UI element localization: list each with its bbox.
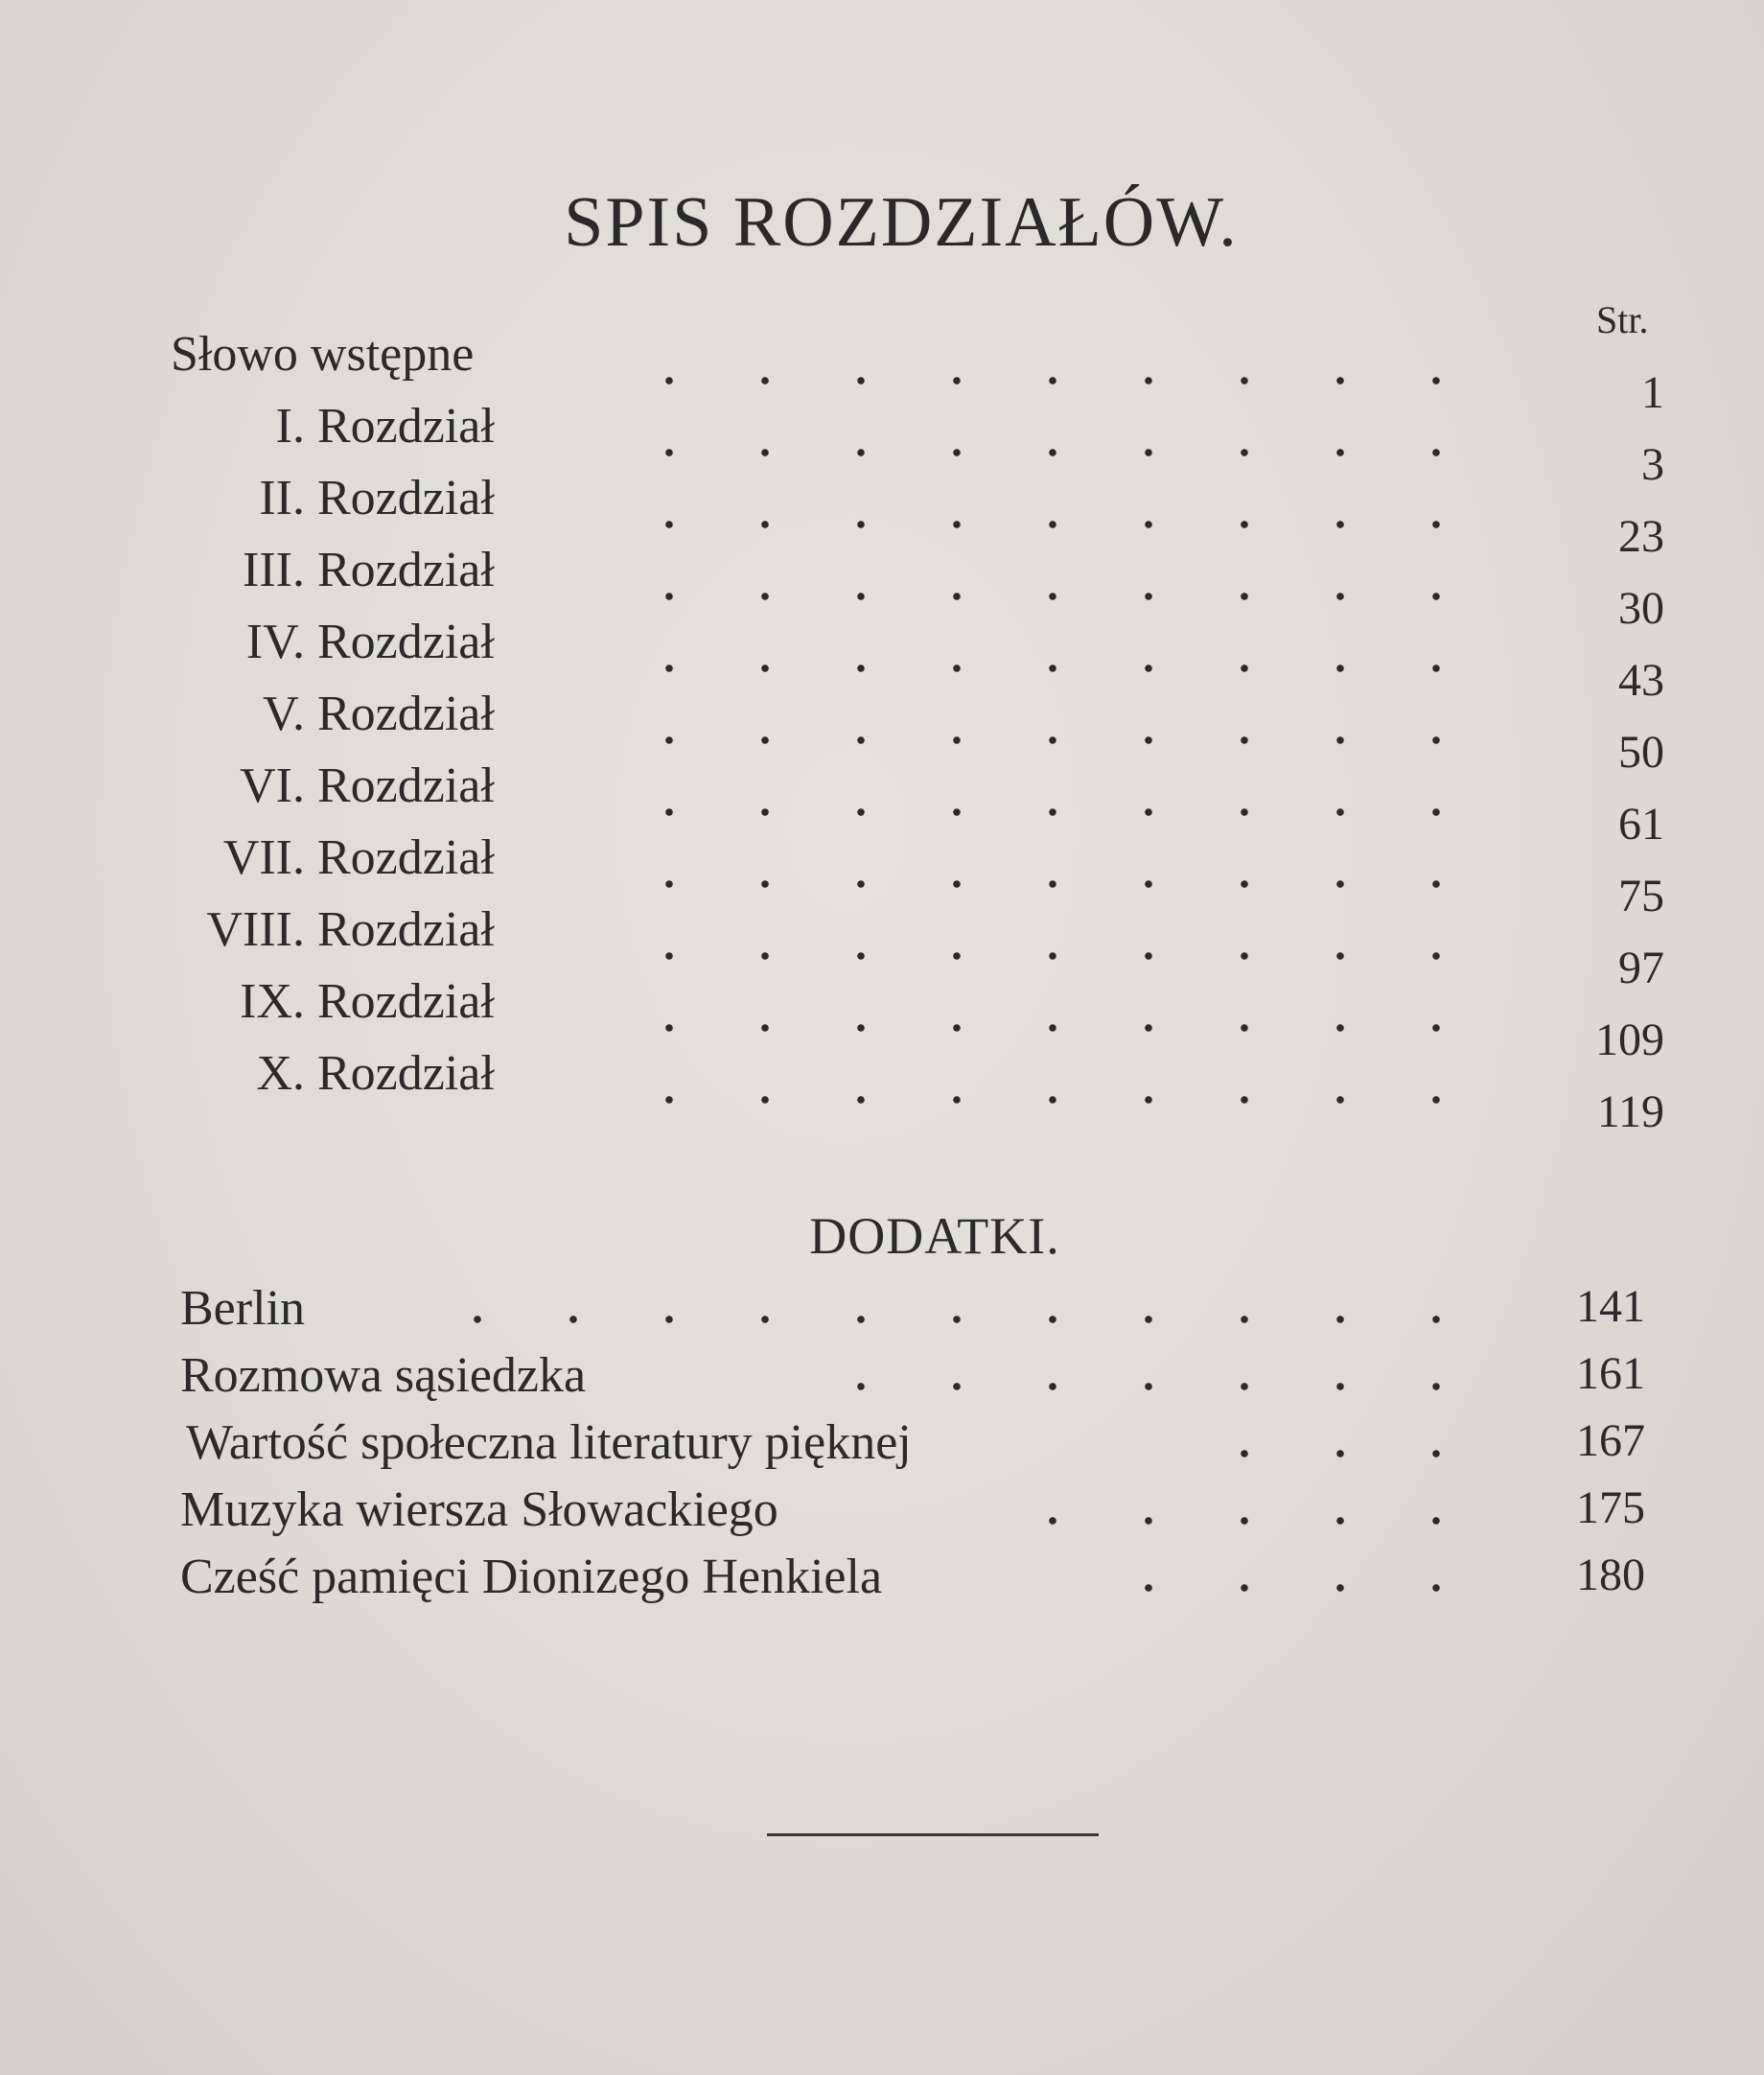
toc-page-number: 75 [1618,871,1664,921]
dot-leader [621,520,1513,529]
toc-entry-label: Wartość społeczna literatury pięknej [186,1415,912,1470]
toc-page-number: 3 [1641,439,1664,490]
toc-entry-label: Muzyka wiersza Słowackiego [180,1482,778,1537]
toc-page-number: 161 [1576,1348,1645,1399]
toc-row-appendix [0,1280,1764,1347]
dot-leader [621,1023,1513,1033]
chapter-numeral: VII. [222,830,305,885]
toc-entry-label: Rozmowa sąsiedzka [180,1348,587,1403]
chapter-label: Rozdział [317,902,495,957]
toc-page-number: 141 [1576,1281,1645,1332]
toc-page-number: 175 [1576,1482,1645,1533]
dot-leader [1101,1583,1513,1593]
chapter-numeral: II. [259,471,305,525]
toc-entry-label: Berlin [180,1281,305,1336]
toc-page-number: 1 [1641,367,1664,418]
dot-leader [621,807,1513,817]
toc-row-chapter [0,901,1764,993]
toc-page-number: 23 [1618,511,1664,562]
chapter-numeral: V. [263,687,305,741]
dot-leader [621,951,1513,961]
toc-row-appendix [0,1347,1764,1414]
chapter-numeral: IX. [240,974,305,1029]
dot-leader [813,1382,1513,1391]
page-column-label: Str. [1596,298,1649,341]
chapter-numeral: III. [243,543,305,597]
dot-leader [621,448,1513,457]
appendix-section-title: DODATKI. [809,1207,1060,1265]
chapter-label: Rozdział [317,471,495,525]
toc-entry-label: Cześć pamięci Dionizego Henkiela [180,1550,883,1604]
chapter-label: Rozdział [317,830,495,885]
dot-leader [1005,1516,1513,1526]
dot-leader [621,735,1513,745]
chapter-label: Rozdział [317,1046,495,1101]
toc-row-intro [0,326,1764,418]
toc-row-chapter [0,758,1764,850]
toc-row-chapter [0,973,1764,1065]
toc-row-chapter [0,470,1764,562]
toc-page-number: 167 [1576,1415,1645,1466]
toc-page-number: 180 [1576,1550,1645,1600]
toc-page-number: 119 [1596,1086,1664,1137]
page-title: SPIS ROZDZIAŁÓW. [564,183,1239,262]
chapter-label: Rozdział [317,758,495,813]
chapter-label: Rozdział [317,543,495,597]
toc-entry-label: Słowo wstępne [171,327,475,382]
closing-rule [767,1833,1099,1836]
toc-row-appendix [0,1549,1764,1616]
toc-row-chapter [0,542,1764,634]
chapter-numeral: I. [275,399,305,454]
toc-page-number: 43 [1618,655,1664,706]
toc-page-number: 97 [1618,943,1664,993]
dot-leader [621,592,1513,601]
chapter-numeral: IV. [245,615,305,669]
dot-leader [621,879,1513,889]
chapter-label: Rozdział [317,687,495,741]
dot-leader [621,664,1513,673]
dot-leader [1196,1449,1513,1458]
toc-page-number: 61 [1618,799,1664,850]
chapter-numeral: VI. [240,758,305,813]
chapter-numeral: VIII. [206,902,305,957]
toc-page-number: 50 [1618,727,1664,778]
toc-row-appendix [0,1414,1764,1481]
toc-row-chapter [0,1045,1764,1137]
toc-row-chapter [0,829,1764,921]
dot-leader [621,376,1513,385]
toc-row-chapter [0,398,1764,490]
dot-leader [429,1315,1513,1324]
toc-row-chapter [0,614,1764,706]
dot-leader [621,1095,1513,1105]
chapter-label: Rozdział [317,974,495,1029]
toc-page-number: 109 [1595,1014,1664,1065]
chapter-label: Rozdział [317,399,495,454]
toc-page-number: 30 [1618,583,1664,634]
chapter-label: Rozdział [317,615,495,669]
toc-row-appendix [0,1481,1764,1549]
chapter-numeral: X. [256,1046,305,1101]
toc-row-chapter [0,686,1764,778]
